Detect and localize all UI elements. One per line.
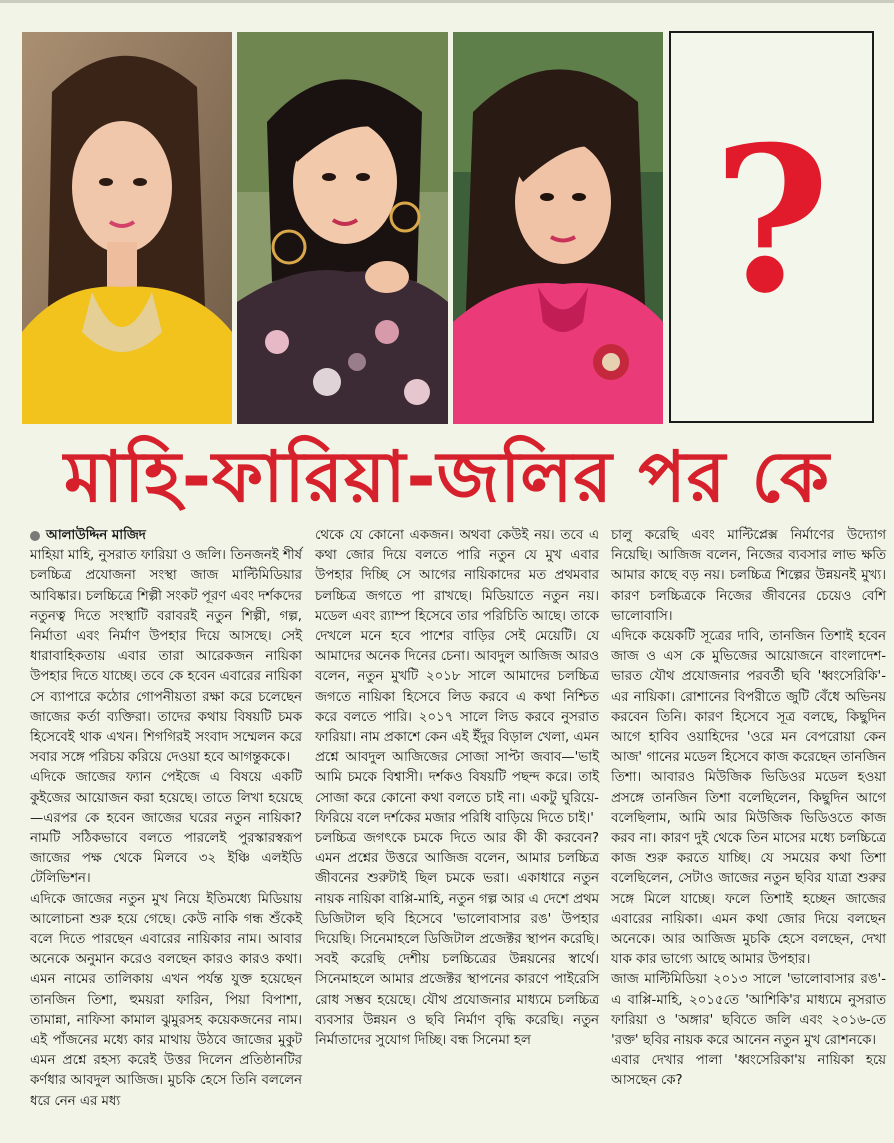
headline: মাহি-ফারিয়া-জলির পর কে (63, 436, 831, 518)
bullet-icon (30, 531, 40, 541)
author-name: আলাউদ্দিন মাজিদ (46, 528, 146, 543)
question-mark: ? (712, 103, 831, 338)
paragraph: মাহিয়া মাহি, নুসরাত ফারিয়া ও জলি। তিনজনই শীর্ষ চলচ্চিত্র প্রযোজনা সংস্থা জাজ মাল্টিমিডিয়ার আবিষ্কার। চলচ্চিত্রে শিল্পী সংকট পূরণ এবং দর্শকদের নতুনত্ব দিতে সংস্থাটি বরাবরই নতুন শিল্পী, গল্প, নির্মাতা এবং নির্মাণ উপহার দিয়ে আসছে। সেই ধারাবাহিকতায় এবার তারা আরেকজন নায়িকা উপহার দিতে যাচ্ছে। তবে কে হবেন এবারের নায়িকা সে ব্যাপারে কঠোর গোপনীয়তা রক্ষা করে চলেছেন জাজের কর্তা ব্যক্তিরা। তাদের কথায় বিষয়টি চমক হিসেবেই থাক এখন। শিগগিরই সংবাদ সম্মেলন করে সবার সঙ্গে পরিচয় করিয়ে দেওয়া হবে আগন্তুককে। (30, 548, 302, 766)
paragraph: থেকে যে কোনো একজন। অথবা কেউই নয়। তবে এ কথা জোর দিয়ে বলতে পারি নতুন যে মুখ এবার উপহার দিচ্ছি সে আগের নায়িকাদের মত প্রথমবার চলচ্চিত্র জগতে পা রাখছে। মিডিয়াতে নতুন নয়। মডেল এবং র‌্যাম্প হিসেবে তার পরিচিতি আছে। তাকে দেখলে মনে হবে পাশের বাড়ির সেই মেয়েটি। যে আমাদের অনেক দিনের চেনা। আবদুল আজিজ আরও বলেন, নতুন মুখটি ২০১৮ সালে আমাদের চলচ্চিত্র জগতে নায়িকা হিসেবে লিড করবে এ কথা নিশ্চিত করে বলতে পারি। ২০১৭ সালে লিড করবে নুসরাত ফারিয়া। নাম প্রকাশে কেন এই ইঁদুর বিড়াল খেলা, এমন প্রশ্নে আবদুল আজিজের সোজা সাপ্টা জবাব—'ভাই আমি চমকে বিশ্বাসী। দর্শকও বিষয়টি পছন্দ করে। তাই সোজা করে কোনো কথা বলতে চাই না। একটু ঘুরিয়ে-ফিরিয়ে বলে দর্শকের মজার পরিধি বাড়িয়ে দিতে চাই।' (315, 528, 599, 826)
paragraph: এবার দেখার পালা 'ধ্বংসেরিকা'য় নায়িকা হয়ে আসছেন কে? (611, 1053, 886, 1089)
article-column-1 (30, 526, 302, 1112)
actress-photo-pink (453, 32, 663, 424)
top-rule (0, 0, 894, 3)
article-column-3 (611, 526, 886, 1092)
paragraph: জাজ মাল্টিমিডিয়া ২০১৩ সালে 'ভালোবাসার রঙ'-এ বাপ্পি-মাহি, ২০১৫তে 'আশিকি'র মাধ্যমে নুসরাত ফারিয়া ও 'অঙ্গার' ছবিতে জলি এবং ২০১৬-তে 'রক্ত' ছবির নায়ক করে আনেন নতুন মুখ রোশনকে। (611, 972, 886, 1049)
paragraph: এদিকে কয়েকটি সূত্রের দাবি, তানজিন তিশাই হবেন জাজ ও এস কে মুভিজের আয়োজনে বাংলাদেশ-ভারত যৌথ প্রযোজনার পরবর্তী ছবি 'ধ্বংসেরিকি'-এর নায়িকা। রোশানের বিপরীতে জুটি বেঁধে অভিনয় করবেন তিনি। কারণ হিসেবে সূত্র বলছে, কিছুদিন আগে হাবিব ওয়াহিদের 'ওরে মন বেপরোয়া কেন আজ' গানের মডেল হিসেবে কাজ করেছেন তানজিন তিশা। আবারও মিউজিক ভিডিওর মডেল হওয়া প্রসঙ্গে তানজিন তিশা বলেছিলেন, কিছুদিন আগে বলেছিলাম, আমি আর মিউজিক ভিডিওতে কাজ করব না। কারণ দুই থেকে তিন মাসের মধ্যে চলচ্চিত্রে কাজ শুরু করতে যাচ্ছি। যে সময়ের কথা তিশা বলেছিলেন, সেটাও জাজের নতুন ছবির যাত্রা শুরুর সঙ্গে মিলে যাচ্ছে। ফলে তিশাই হচ্ছেন জাজের এবারের নায়িকা। এমন কথা জোর দিয়ে বলছেন অনেকে। আর আজিজ মুচকি হেসে বলছেন, দেখা যাক কার ভাগ্যে আছে আমার উপহার। (611, 629, 886, 968)
byline (30, 526, 302, 546)
paragraph: এদিকে জাজের নতুন মুখ নিয়ে ইতিমধ্যে মিডিয়ায় আলোচনা শুরু হয়ে গেছে। কেউ নাকি গন্ধ শুঁকেই বলে দিতে পারছেন এবারের নায়িকার নাম। আবার অনেকে অনুমান করেও বলছেন কারও কারও কথা। এমন নামের তালিকায় এখন পর্যন্ত যুক্ত হয়েছেন তানজিন তিশা, হুময়রা ফারিন, পিয়া বিপাশা, তামান্না, নাফিসা কামাল ঝুমুরসহ কয়েকজনের নাম। এই পাঁজনের মধ্যে কার মাথায় উঠবে জাজের মুকুট এমন প্রশ্নে রহস্য করেই উত্তর দিলেন প্রতিষ্ঠানটির কর্ণধার আবদুল আজিজ। মুচকি হেসে তিনি বললেন ধরে নেন এর মধ্য (30, 891, 302, 1109)
actress-photo-yellow (22, 32, 232, 424)
actress-photo-floral (237, 32, 448, 424)
mystery-actress-box (669, 31, 874, 423)
paragraph: চলচ্চিত্র জগৎকে চমকে দিতে আর কী কী করবেন? এমন প্রশ্নের উত্তরে আজিজ বলেন, আমার চলচ্চিত্র জীবনের শুরুটাই ছিল চমকে ভরা। একাধারে নতুন নায়ক নায়িকা বাপ্পি-মাহি, নতুন গল্প আর এ দেশে প্রথম ডিজিটাল ছবি হিসেবে 'ভালোবাসার রঙ' উপহার দিয়েছি। সিনেমাহলে ডিজিটাল প্রজেক্টর স্থাপন করেছি। সবই করেছি দেশীয় চলচ্চিত্রের উন্নয়নের স্বার্থে। সিনেমাহলে আমার প্রজেক্টর স্থাপনের কারণে পাইরেসি রোধ সম্ভব হয়েছে। যৌথ প্রযোজনার মাধ্যমে চলচ্চিত্র ব্যবসার উন্নয়ন ও ছবি নির্মাণ বৃদ্ধি করেছি। নতুন নির্মাতাদের সুযোগ দিচ্ছি। বন্ধ সিনেমা হল (315, 831, 599, 1049)
paragraph: চালু করেছি এবং মাল্টিপ্লেক্স নির্মাণের উদ্যোগ নিয়েছি। আজিজ বলেন, নিজের ব্যবসার লাভ ক্ষতি আমার কাছে বড় নয়। চলচ্চিত্র শিল্পের উন্নয়নই মুখ্য। কারণ চলচ্চিত্রকে নিজের জীবনের চেয়েও বেশি ভালোবাসি। (611, 528, 886, 624)
article-column-2 (315, 526, 599, 1051)
paragraph: এদিকে জাজের ফ্যান পেইজে এ বিষয়ে একটি কুইজের আয়োজন করা হয়েছে। তাতে লিখা হয়েছে—এরপর কে হবেন জাজের ঘরের নতুন নায়িকা? নামটি সঠিকভাবে বলতে পারলেই পুরস্কারস্বরূপ জাজের পক্ষ থেকে মিলবে ৩২ ইঞ্চি এলইডি টেলিভিশন। (30, 770, 302, 887)
